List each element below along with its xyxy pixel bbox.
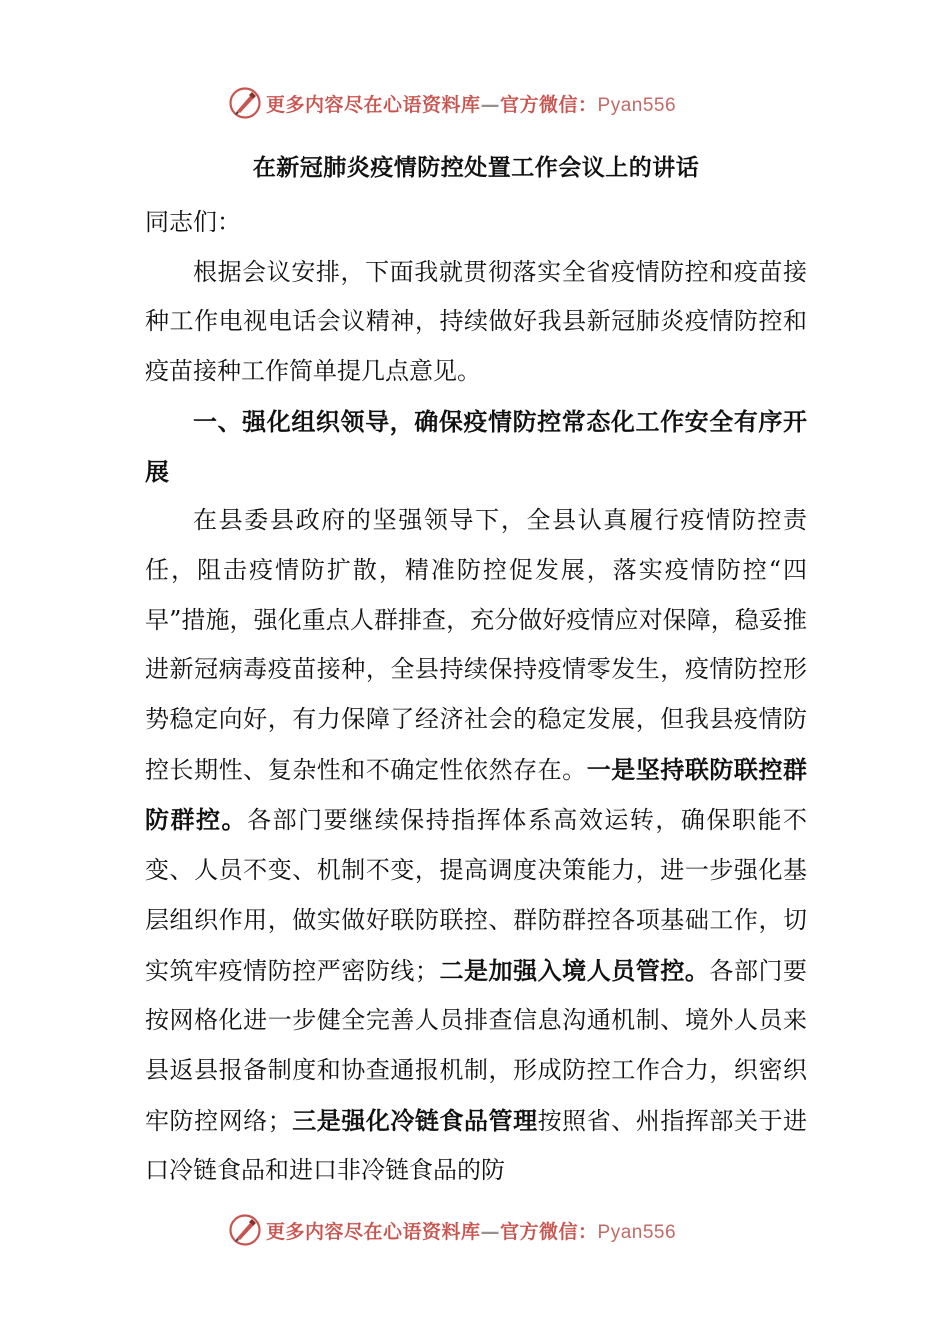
intro-paragraph: 根据会议安排，下面我就贯彻落实全省疫情防控和疫苗接种工作电视电话会议精神，持续做好我县新冠肺炎疫情防控和疫苗接种工作简单提几点意见。 bbox=[145, 257, 807, 386]
body-text-1: 在县委县政府的坚强领导下，全县认真履行疫情防控责任，阻击疫情防扩散，精准防控促发展，落实疫情防控“四早”措施，强化重点人群排查，充分做好疫情应对保障，稳妥推进新冠病毒疫苗接种，全县持续保持疫情零发生，疫情防控形势稳定向好，有力保障了经济社会的稳定发展，但我县疫情防控长期性、复杂性和不确定性依然存在。 bbox=[145, 506, 807, 784]
body-text-2: 各部门要继续保持指挥体系高效运转，确保职能不变、人员不变、机制不变，提高调度决策能力，进一步强化基层组织作用，做实做好联防联控、群防群控各项基础工作，切实筑牢疫情防控严密防线； bbox=[145, 806, 808, 985]
watermark-text: 更多内容尽在心语资料库—官方微信：Pyan556 bbox=[266, 1220, 677, 1243]
body-text-3: 各部门要按网格化进一步健全完善人员排查信息沟通机制、境外人员来县返县报备制度和协查通报机制，形成防控工作合力，织密织牢防控网络； bbox=[145, 956, 808, 1135]
watermark-header bbox=[228, 86, 676, 120]
salutation: 同志们： bbox=[145, 208, 241, 236]
body-paragraph bbox=[145, 496, 807, 1196]
point-heading-2: 二是加强入境人员管控。 bbox=[438, 955, 710, 985]
section-heading-1: 一、强化组织领导，确保疫情防控常态化工作安全有序开展 bbox=[145, 406, 807, 486]
body-text-4: 按照省、州指挥部关于进口冷链食品和进口非冷链食品的防 bbox=[145, 1106, 808, 1185]
watermark-text: 更多内容尽在心语资料库—官方微信：Pyan556 bbox=[266, 93, 677, 116]
document-page bbox=[145, 146, 807, 1196]
point-heading-3: 三是强化冷链食品管理 bbox=[291, 1105, 538, 1135]
point-heading-1: 一是坚持联防联控群防群控。 bbox=[145, 754, 808, 835]
pen-seal-icon bbox=[228, 86, 262, 120]
pen-seal-icon bbox=[228, 1213, 262, 1247]
watermark-footer bbox=[228, 1213, 676, 1247]
document-title: 在新冠肺炎疫情防控处置工作会议上的讲话 bbox=[252, 154, 700, 181]
